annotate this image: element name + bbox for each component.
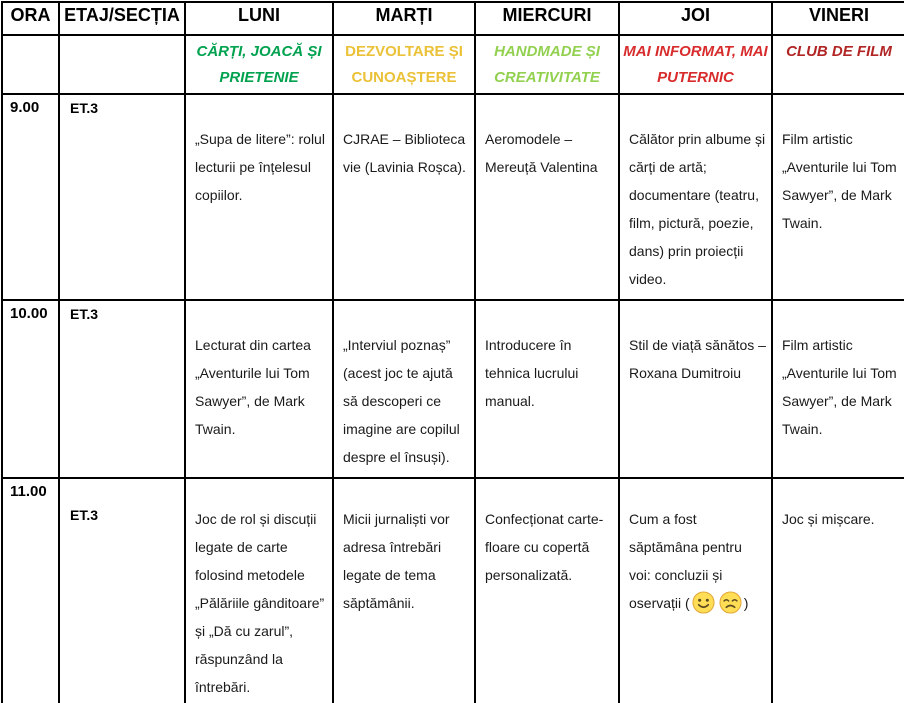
activity-11-vineri: Joc și mișcare. (772, 478, 904, 703)
header-ora: ORA (2, 2, 59, 35)
activity-11-miercuri: Confecționat carte-floare cu copertă personalizată. (475, 478, 619, 703)
schedule-row-9 (2, 94, 904, 300)
floor-label-10: ET.3 (59, 300, 185, 478)
activity-9-miercuri: Aeromodele – Mereuță Valentina (475, 94, 619, 300)
activity-11-marti: Micii jurnaliști vor adresa întrebări legate de tema săptămânii. (333, 478, 475, 703)
activity-9-joi: Călător prin albume și cărți de artă; documentare (teatru, film, pictură, poezie, dans) prin proiecții video. (619, 94, 772, 300)
theme-joi: MAI INFORMAT, MAI PUTERNIC (619, 35, 772, 94)
header-day-miercuri: MIERCURI (475, 2, 619, 35)
time-label-9: 9.00 (2, 94, 59, 300)
activity-9-luni: „Supa de litere”: rolul lecturii pe înțelesul copiilor. (185, 94, 333, 300)
header-day-vineri: VINERI (772, 2, 904, 35)
floor-label-9: ET.3 (59, 94, 185, 300)
weekly-schedule-table (1, 1, 904, 703)
theme-row (2, 35, 904, 94)
time-label-10: 10.00 (2, 300, 59, 478)
theme-marti: DEZVOLTARE ȘI CUNOAȘTERE (333, 35, 475, 94)
header-day-marti: MARȚI (333, 2, 475, 35)
time-label-11: 11.00 (2, 478, 59, 703)
empty-cell (2, 35, 59, 94)
header-day-luni: LUNI (185, 2, 333, 35)
header-day-joi: JOI (619, 2, 772, 35)
activity-10-marti: „Interviul poznaș” (acest joc te ajută să descoperi ce imagine are copilul despre el însuși). (333, 300, 475, 478)
activity-11-joi-text-end: ) (743, 595, 749, 611)
theme-vineri: CLUB DE FILM (772, 35, 904, 94)
theme-miercuri: HANDMADE ȘI CREATIVITATE (475, 35, 619, 94)
header-row (2, 2, 904, 35)
schedule-row-11 (2, 478, 904, 703)
header-etaj-sectia: ETAJ/SECȚIA (59, 2, 185, 35)
slightly-smiling-face-emoji (692, 591, 715, 614)
schedule-row-10 (2, 300, 904, 478)
floor-label-11: ET.3 (59, 478, 185, 703)
activity-11-joi (619, 478, 772, 703)
activity-10-luni: Lecturat din cartea „Aventurile lui Tom Sawyer”, de Mark Twain. (185, 300, 333, 478)
activity-11-joi-text: Cum a fost săptămâna pentru voi: concluzii și oservații ( (629, 511, 742, 611)
theme-luni: CĂRȚI, JOACĂ ȘI PRIETENIE (185, 35, 333, 94)
activity-10-vineri: Film artistic „Aventurile lui Tom Sawyer”, de Mark Twain. (772, 300, 904, 478)
activity-9-vineri: Film artistic „Aventurile lui Tom Sawyer”, de Mark Twain. (772, 94, 904, 300)
disappointed-face-emoji (719, 591, 742, 614)
activity-9-marti: CJRAE – Biblioteca vie (Lavinia Roșca). (333, 94, 475, 300)
activity-10-joi: Stil de viață sănătos – Roxana Dumitroiu (619, 300, 772, 478)
activity-10-miercuri: Introducere în tehnica lucrului manual. (475, 300, 619, 478)
empty-cell (59, 35, 185, 94)
activity-11-luni: Joc de rol și discuții legate de carte folosind metodele „Pălăriile gânditoare” și „Dă cu zarul”, răspunzând la întrebări. (185, 478, 333, 703)
